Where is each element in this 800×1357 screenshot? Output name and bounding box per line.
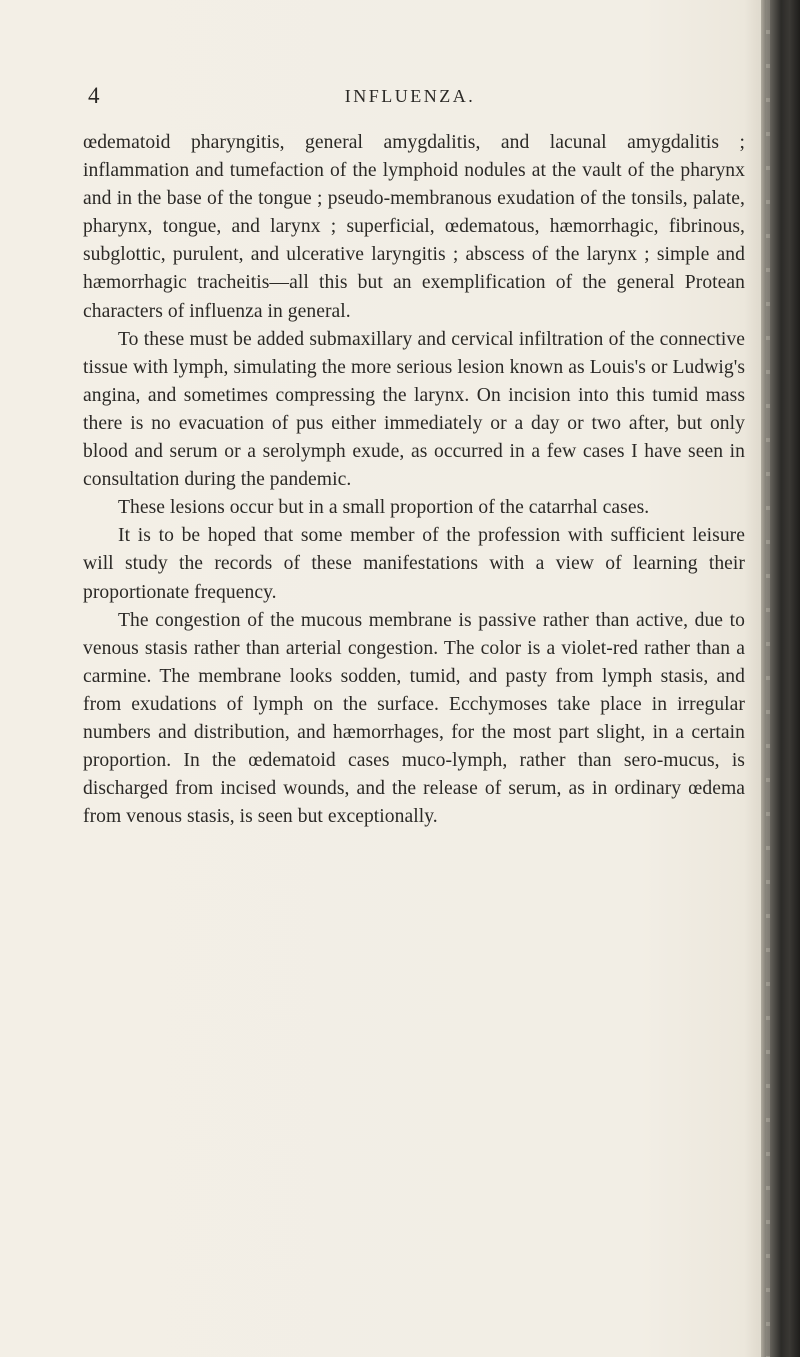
book-binding-edge	[758, 0, 800, 1357]
paragraph-continuation: œdematoid pharyngitis, general amygdalitis, and lacunal amygdalitis ; inflammation and tumefaction of the lymphoid nodules at the vault of the pharynx and in the base of the tongue ; pseudo-membranous exudation of the tonsils, palate, pharynx, tongue, and larynx ; superficial, œdematous, hæmorrhagic, fibrinous, subglottic, purulent, and ulcerative laryngitis ; abscess of the larynx ; simple and hæmorrhagic tracheitis—all this but an exemplification of the general Protean characters of influenza in general.	[83, 132, 745, 322]
running-title: INFLUENZA.	[344, 86, 476, 106]
paragraph-mucous-congestion: The congestion of the mucous membrane is passive rather than active, due to venous stasis rather than arterial congestion. The color is a violet-red rather than a carmine. The membrane looks sodden, tumid, and pasty from lymph stasis, and from exudations of lymph on the surface. Ecchymoses take place in irregular numbers and distribution, and hæmorrhages, for the most part slight, in a certain proportion. In the œdematoid cases muco-lymph, rather than sero-mucus, is discharged from incised wounds, and the release of serum, as in ordinary œdema from venous stasis, is seen but exceptionally.	[83, 609, 745, 828]
page-number: 4	[88, 83, 101, 108]
paragraph-submaxillary-infiltration: To these must be added submaxillary and cervical infiltration of the connective tissue with lymph, simulating the more serious lesion known as Louis's or Ludwig's angina, and sometimes compressing the larynx. On incision into this tumid mass there is no evacuation of pus either immediately or a day or two after, but only blood and serum or a serolymph exude, as occurred in a few cases I have seen in consultation during the pandemic.	[83, 328, 745, 491]
running-head	[80, 78, 740, 114]
body-text	[83, 129, 745, 831]
paragraph-lesion-proportion: These lesions occur but in a small proportion of the catarrhal cases.	[118, 497, 650, 519]
paragraph-study-records: It is to be hoped that some member of the profession with sufficient leisure will study the records of these manifestations with a view of learning their proportionate frequency.	[83, 525, 745, 603]
